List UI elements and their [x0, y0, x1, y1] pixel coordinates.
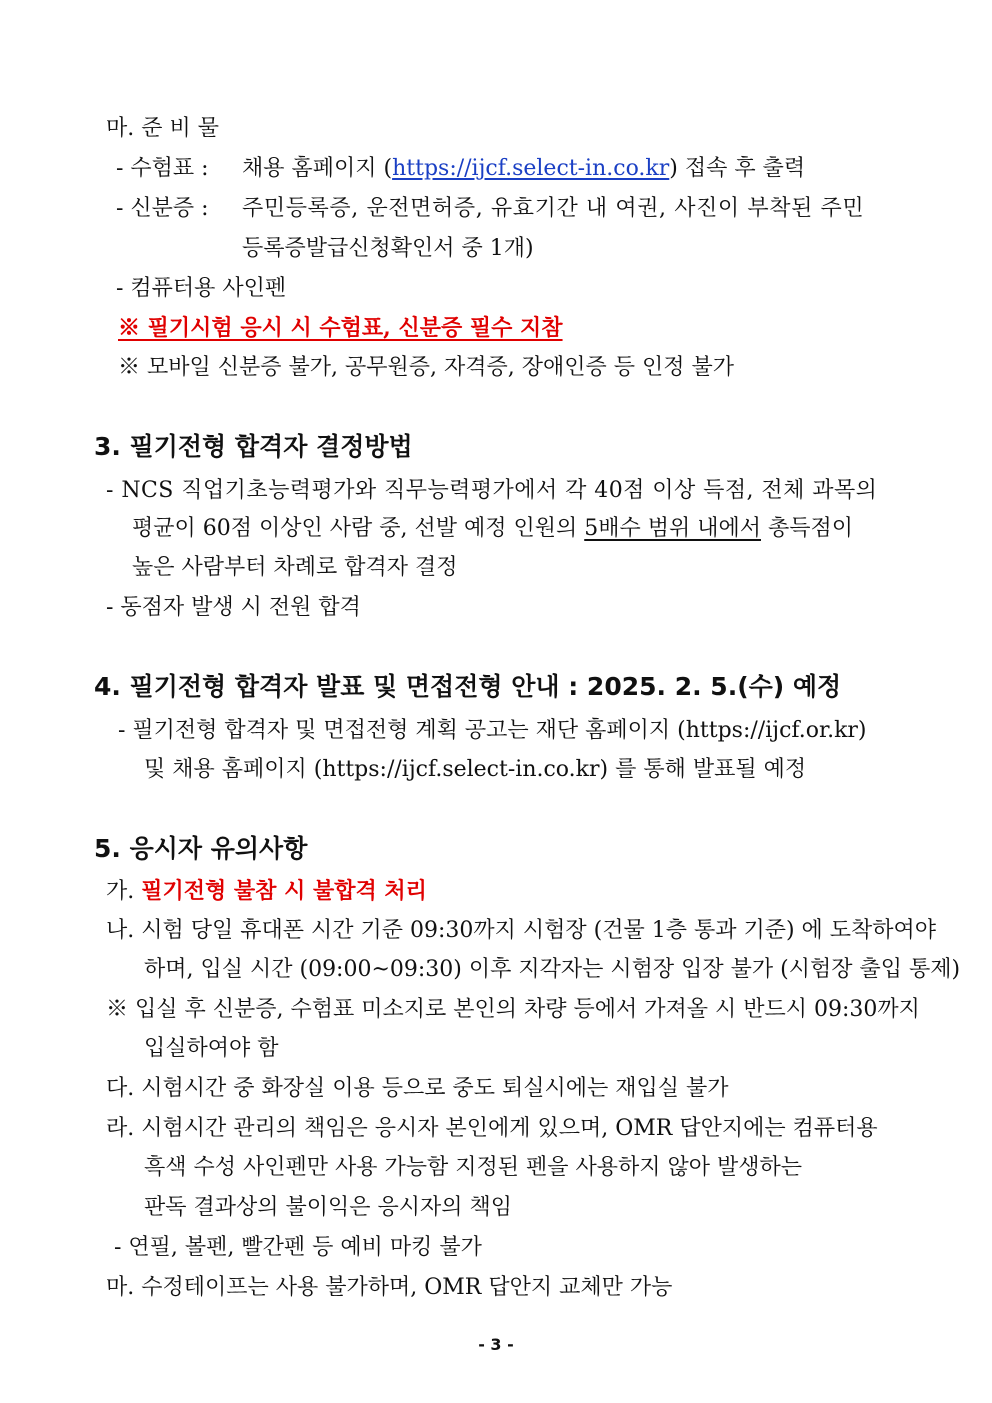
prep-item-ticket-text-tail: ) 접속 후 출력	[669, 156, 806, 181]
notice-na: 나. 시험 당일 휴대폰 시간 기준 09:30까지 시험장 (건물 1층 통과 기준) 에 도착하여야	[106, 918, 937, 943]
prep-item-ticket-label: - 수험표 :	[116, 156, 209, 181]
section-3-underlined-range: 5배수 범위 내에서	[584, 516, 761, 541]
notice-reference: ※ 입실 후 신분증, 수험표 미소지로 본인의 차량 등에서 가져올 시 반드시 09:30까지	[106, 997, 920, 1022]
prep-item-ticket	[116, 154, 992, 184]
prep-item-pen: - 컴퓨터용 사인펜	[116, 276, 287, 301]
page-number: - 3 -	[478, 1335, 514, 1354]
prep-item-id-cont: 등록증발급신청확인서 중 1개)	[242, 236, 534, 261]
required-items-notice-text: ※ 필기시험 응시 시 수험표, 신분증 필수 지참	[118, 315, 563, 341]
notice-ma: 마. 수정테이프는 사용 불가하며, OMR 답안지 교체만 가능	[106, 1275, 673, 1300]
section-3-bullet-1-text: - NCS 직업기초능력평가와 직무능력평가에서 각 40점 이상 득점, 전체 과목의	[106, 478, 878, 503]
notice-ra-bullet: - 연필, 볼펜, 빨간펜 등 예비 마킹 불가	[114, 1235, 482, 1260]
section-5-heading: 5. 응시자 유의사항	[94, 834, 308, 863]
section-3-bullet-1-end: 높은 사람부터 차례로 합격자 결정	[132, 555, 458, 580]
notice-da: 다. 시험시간 중 화장실 이용 등으로 중도 퇴실시에는 재입실 불가	[106, 1076, 729, 1101]
prep-item-id	[116, 194, 992, 224]
id-notice: ※ 모바일 신분증 불가, 공무원증, 자격증, 장애인증 등 인정 불가	[118, 355, 734, 380]
notice-na-cont: 하며, 입실 시간 (09:00~09:30) 이후 지각자는 시험장 입장 불가 (시험장 출입 통제)	[144, 957, 961, 982]
section-4-bullet: - 필기전형 합격자 및 면접전형 계획 공고는 재단 홈페이지 (https://ijcf.or.kr)	[118, 718, 867, 743]
section-3-bullet-1-cont	[132, 514, 920, 544]
section-4-bullet-cont: 및 채용 홈페이지 (https://ijcf.select-in.co.kr) 를 통해 발표될 예정	[144, 757, 807, 782]
notice-ra: 라. 시험시간 관리의 책임은 응시자 본인에게 있으며, OMR 답안지에는 컴퓨터용	[106, 1116, 878, 1141]
recruit-homepage-link[interactable]: https://ijcf.select-in.co.kr	[392, 156, 670, 181]
prep-item-id-text: 주민등록증, 운전면허증, 유효기간 내 여권, 사진이 부착된 주민	[242, 196, 865, 221]
notice-ga	[106, 876, 992, 907]
prep-items-title: 마. 준 비 물	[106, 116, 219, 141]
notice-ga-text: 필기전형 불참 시 불합격 처리	[141, 878, 427, 904]
section-3-text-b: 총득점이	[767, 516, 853, 541]
section-4-heading: 4. 필기전형 합격자 발표 및 면접전형 안내 : 2025. 2. 5.(수) 예정	[94, 672, 842, 701]
section-3-bullet-1	[106, 476, 920, 506]
section-3-heading: 3. 필기전형 합격자 결정방법	[94, 432, 413, 461]
section-3-text-a: 평균이 60점 이상인 사람 중, 선발 예정 인원의	[132, 516, 578, 541]
prep-item-id-label: - 신분증 :	[116, 196, 209, 221]
prep-item-ticket-text: 채용 홈페이지 (	[242, 156, 393, 181]
notice-ra-end: 판독 결과상의 불이익은 응시자의 책임	[144, 1195, 513, 1220]
section-3-bullet-2: - 동점자 발생 시 전원 합격	[106, 595, 361, 620]
notice-ga-prefix: 가.	[106, 879, 135, 904]
notice-ra-cont: 흑색 수성 사인펜만 사용 가능함 지정된 펜을 사용하지 않아 발생하는	[144, 1155, 802, 1180]
required-items-notice	[118, 313, 563, 343]
notice-reference-cont: 입실하여야 함	[144, 1036, 279, 1061]
